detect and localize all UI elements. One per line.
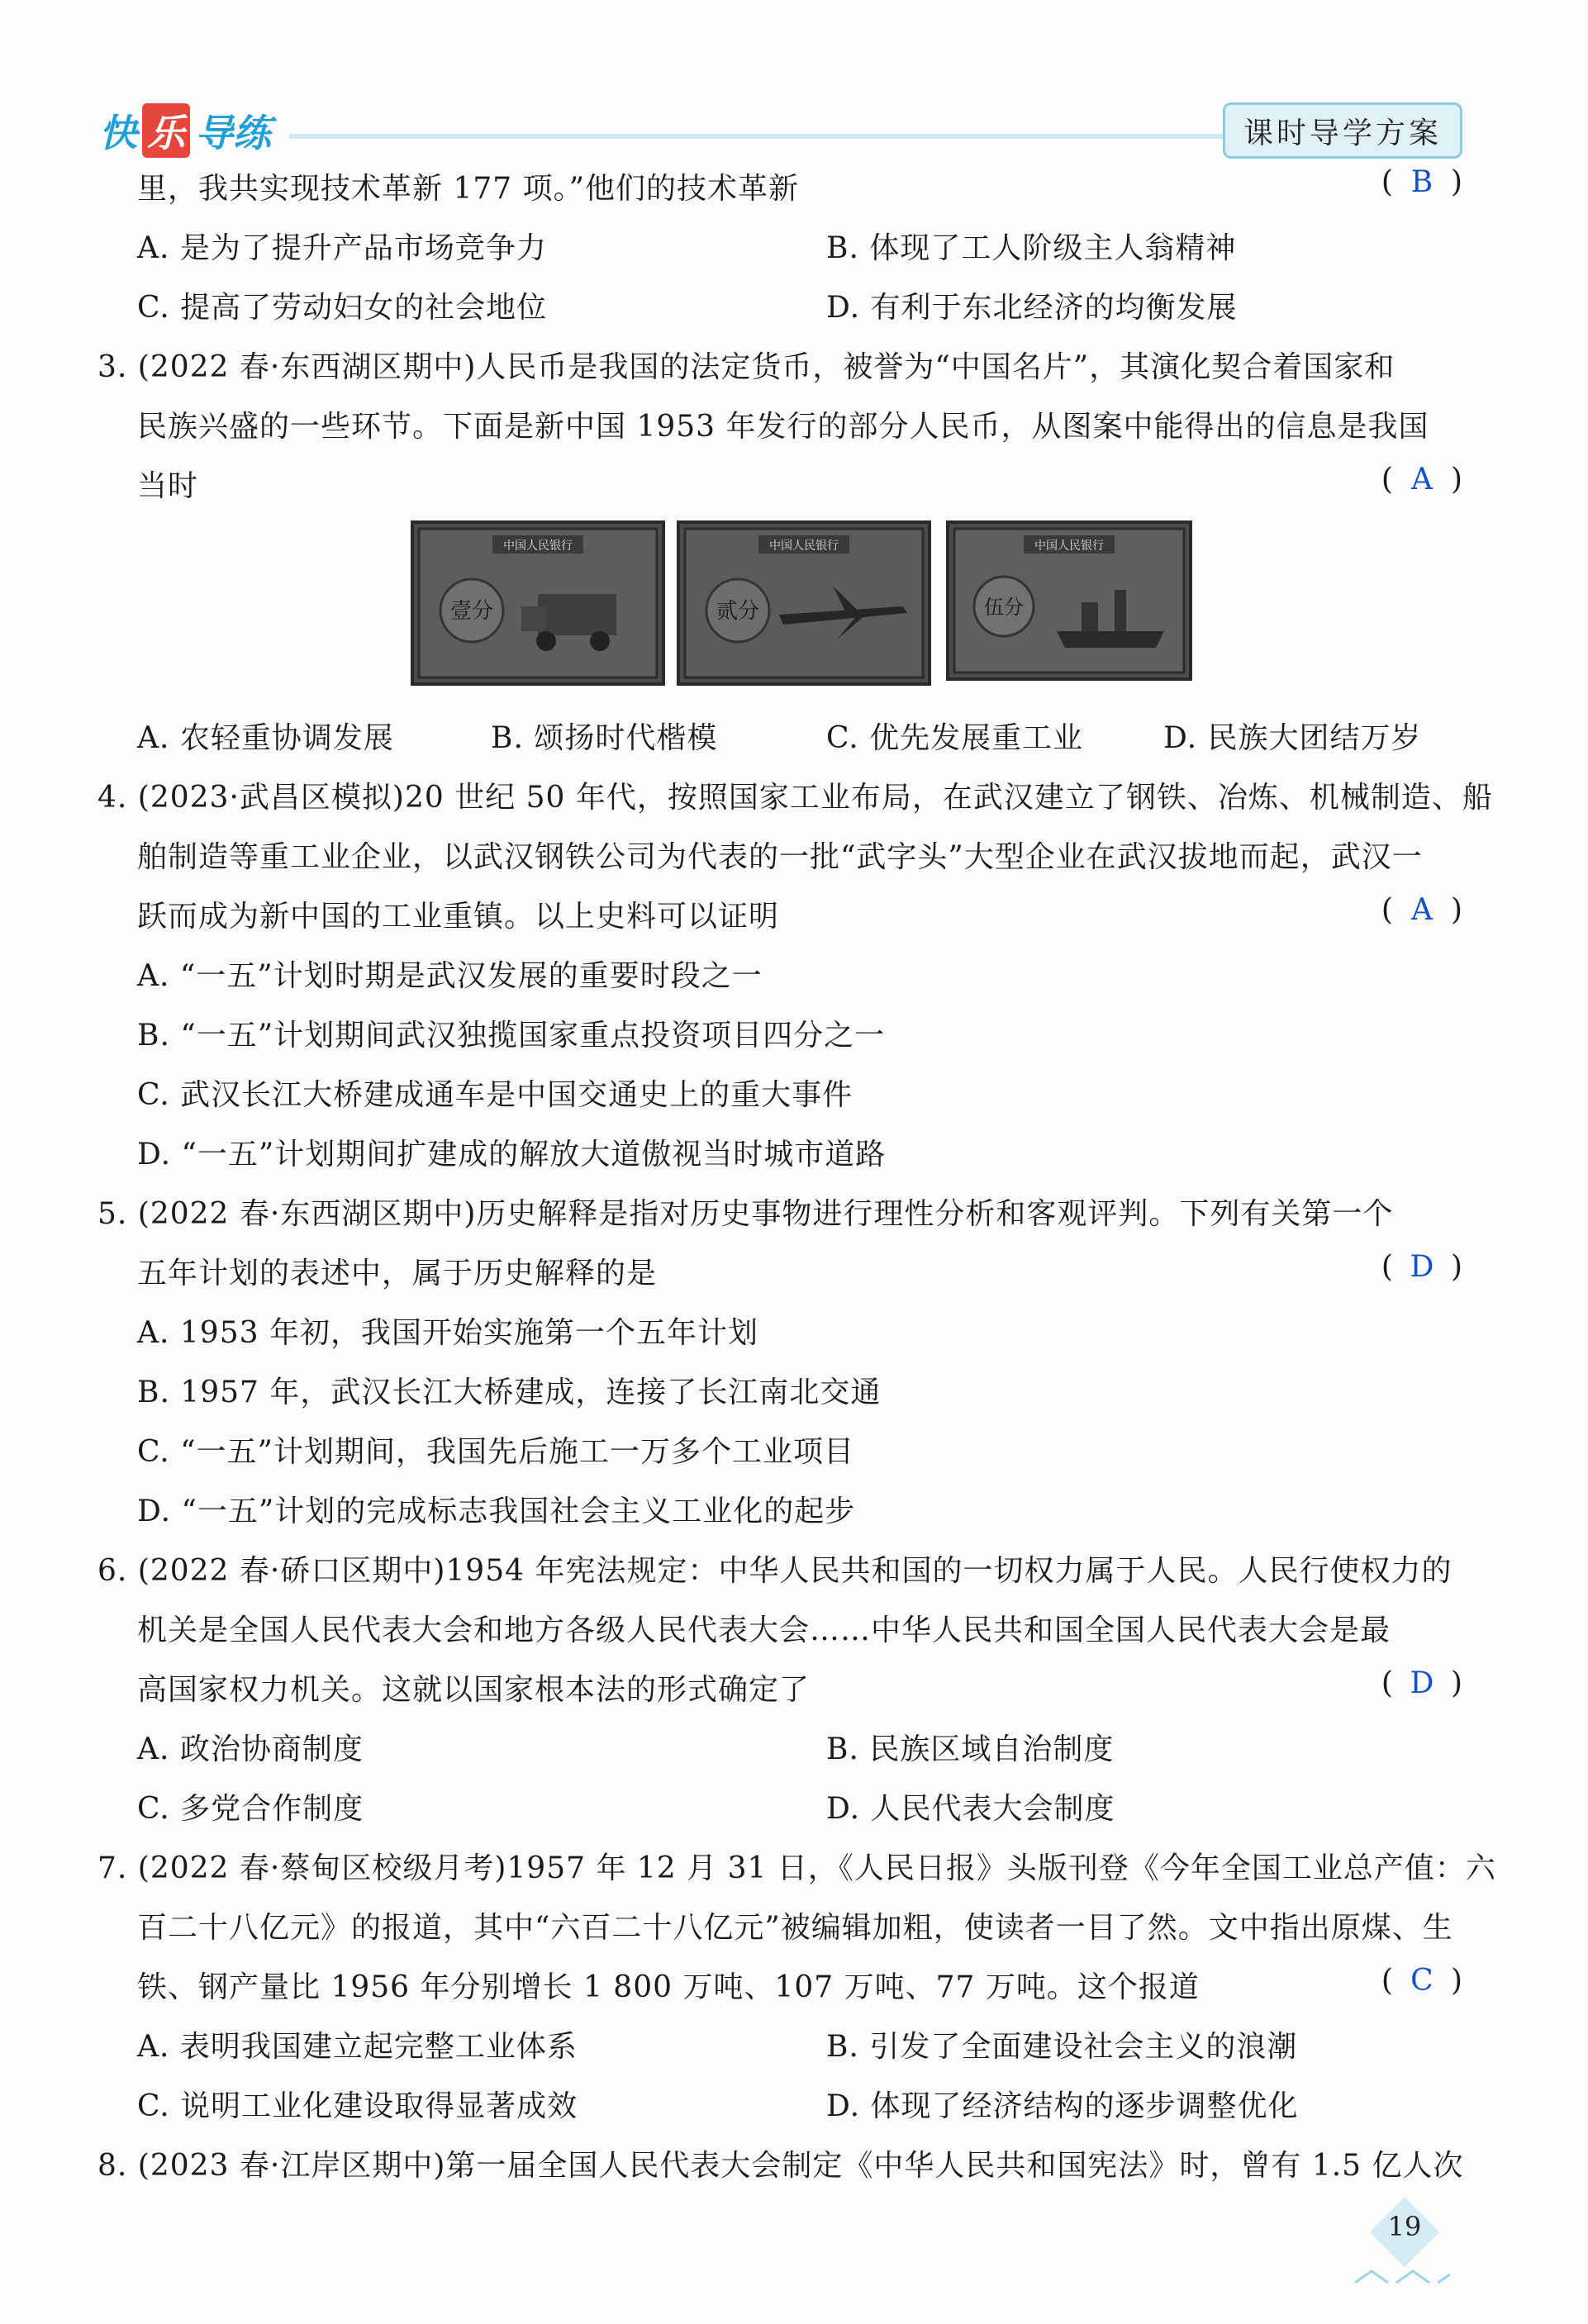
question-stem-line: 舶制造等重工业企业，以武汉钢铁公司为代表的一批“武字头”大型企业在武汉拔地而起，武汉一 [137,840,1423,874]
option: A. 农轻重协调发展 [137,721,394,755]
option: B. 民族区域自治制度 [826,1732,1115,1766]
option: B. 1957 年，武汉长江大桥建成，连接了长江南北交通 [137,1376,882,1409]
banknote-5-fen [946,520,1192,681]
question-stem-line: 铁、钢产量比 1956 年分别增长 1 800 万吨、107 万吨、77 万吨。这个报道 [137,1970,1200,2004]
question-stem-line: 3. (2022 春·东西湖区期中)人民币是我国的法定货币，被誉为“中国名片”，其演化契合着国家和 [97,350,1395,384]
option: B. “一五”计划期间武汉独揽国家重点投资项目四分之一 [137,1019,886,1053]
answer-letter: D [1410,1666,1434,1700]
svg-text:中国人民银行: 中国人民银行 [1034,539,1104,553]
option: A. “一五”计划时期是武汉发展的重要时段之一 [137,959,763,993]
question-stem-line: 4. (2023·武昌区模拟)20 世纪 50 年代，按照国家工业布局，在武汉建立了钢铁、冶炼、机械制造、船 [97,781,1493,815]
question-stem-line: 五年计划的表述中，属于历史解释的是 [137,1257,658,1290]
answer-letter: D [1410,1250,1434,1284]
option: A. 表明我国建立起完整工业体系 [137,2030,578,2064]
question-stem-line: 里，我共实现技术革新 177 项。”他们的技术革新 [137,172,800,206]
answer-letter: C [1410,1964,1433,1998]
svg-text:贰分: 贰分 [716,599,760,624]
answer-bracket: ( A ) [1381,893,1462,927]
option: A. 政治协商制度 [137,1732,364,1766]
question-stem-line: 7. (2022 春·蔡甸区校级月考)1957 年 12 月 31 日，《人民日报》头版刊登《今年全国工业总产值：六 [97,1851,1496,1885]
answer-bracket: ( C ) [1381,1964,1462,1998]
question-stem-line: 8. (2023 春·江岸区期中)第一届全国人民代表大会制定《中华人民共和国宪法》时，曾有 1.5 亿人次 [97,2149,1464,2183]
svg-text:伍分: 伍分 [984,596,1024,619]
question-stem-line: 5. (2022 春·东西湖区期中)历史解释是指对历史事物进行理性分析和客观评判。下列有关第一个 [97,1197,1394,1231]
banknote-2-fen [677,520,931,686]
option: D. 有利于东北经济的均衡发展 [826,291,1238,325]
banknote-images [411,520,1187,686]
section-label: 课时导学方案 [1223,102,1462,159]
option: C. 提高了劳动妇女的社会地位 [137,291,548,325]
question-stem-line: 民族兴盛的一些环节。下面是新中国 1953 年发行的部分人民币，从图案中能得出的信息是我国 [137,410,1429,444]
option: C. “一五”计划期间，我国先后施工一万多个工业项目 [137,1435,854,1469]
svg-text:壹分: 壹分 [449,599,494,624]
option: A. 1953 年初，我国开始实施第一个五年计划 [137,1316,758,1350]
page-header [91,97,1462,164]
question-stem-line: 跃而成为新中国的工业重镇。以上史料可以证明 [137,900,780,934]
answer-bracket: ( D ) [1381,1666,1462,1700]
svg-text:中国人民银行: 中国人民银行 [503,539,573,553]
answer-letter: A [1410,463,1433,497]
option: D. 体现了经济结构的逐步调整优化 [826,2089,1299,2123]
answer-bracket: ( A ) [1381,463,1462,497]
question-stem-line: 高国家权力机关。这就以国家根本法的形式确定了 [137,1673,811,1707]
option: C. 武汉长江大桥建成通车是中国交通史上的重大事件 [137,1078,853,1112]
option: D. “一五”计划期间扩建成的解放大道傲视当时城市道路 [137,1138,887,1172]
option: A. 是为了提升产品市场竞争力 [137,231,547,265]
wave-decoration [1347,2260,1462,2293]
page-number: 19 [1368,2196,1441,2269]
option: D. 人民代表大会制度 [826,1792,1115,1826]
brand-logo: 快 乐 导练 [99,97,271,164]
question-stem-line: 6. (2022 春·硚口区期中)1954 年宪法规定：中华人民共和国的一切权力属于人民。人民行使权力的 [97,1554,1452,1588]
option: D. 民族大团结万岁 [1163,721,1422,755]
question-stem-line: 机关是全国人民代表大会和地方各级人民代表大会……中华人民共和国全国人民代表大会是最 [137,1613,1391,1647]
option: B. 引发了全面建设社会主义的浪潮 [826,2030,1298,2064]
option: D. “一五”计划的完成标志我国社会主义工业化的起步 [137,1495,856,1528]
question-stem-line: 百二十八亿元》的报道，其中“六百二十八亿元”被编辑加粗，使读者一目了然。文中指出原煤、生 [137,1911,1453,1945]
option: C. 优先发展重工业 [826,721,1084,755]
question-stem-line: 当时 [137,469,199,503]
option: B. 体现了工人阶级主人翁精神 [826,231,1237,265]
option: B. 颂扬时代楷模 [491,721,718,755]
svg-text:中国人民银行: 中国人民银行 [769,539,839,553]
answer-letter: B [1410,165,1433,199]
option: C. 多党合作制度 [137,1792,364,1826]
banknote-1-fen [411,520,665,686]
option: C. 说明工业化建设取得显著成效 [137,2089,578,2123]
answer-bracket: ( B ) [1381,165,1462,199]
answer-bracket: ( D ) [1381,1250,1462,1284]
answer-letter: A [1410,893,1433,927]
